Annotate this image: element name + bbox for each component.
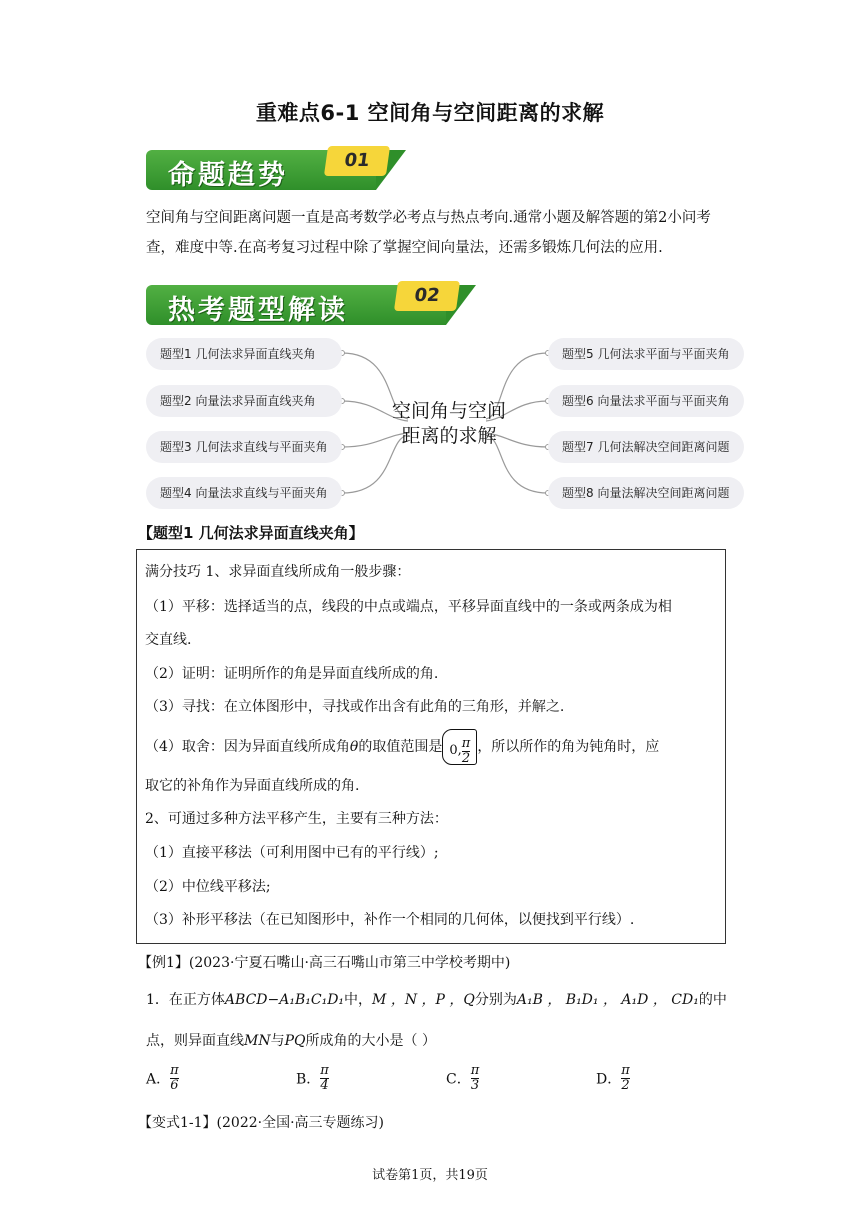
option-letter: D．	[596, 1071, 622, 1088]
q-text: 1．在正方体	[146, 992, 225, 1008]
q-text: 所成角的大小是（ ）	[305, 1033, 436, 1049]
example1-question-line2	[146, 1030, 436, 1050]
mind-map-node-type7: 题型7 几何法解决空间距离问题	[548, 431, 744, 463]
frac-num: π	[170, 1063, 179, 1078]
frac-den: 3	[470, 1078, 480, 1093]
tips-box	[136, 549, 726, 944]
mind-map-node-type1: 题型1 几何法求异面直线夹角	[146, 338, 342, 370]
frac-den: 2	[621, 1078, 630, 1093]
banner-hot-types	[146, 281, 476, 327]
tips-line: （2）中位线平移法;	[145, 879, 271, 895]
tips-line: 交直线.	[145, 632, 192, 648]
range-interval	[442, 729, 477, 765]
tips-line: 取它的补角作为异面直线所成的角.	[145, 778, 360, 794]
interval-left: 0,	[449, 743, 462, 758]
trend-paragraph: 空间角与空间距离问题一直是高考数学必考点与热点考向.通常小题及解答题的第2小问考查，难度中等.在高考复习过程中除了掌握空间向量法，还需多锻炼几何法的应用.	[146, 210, 711, 256]
mind-map-center-line2: 距离的求解	[401, 425, 497, 447]
q-text: 分别为	[474, 992, 517, 1008]
theta-symbol: θ	[349, 739, 359, 755]
q-text: 与	[270, 1033, 285, 1049]
banner-number: 01	[324, 146, 390, 176]
banner-trend	[146, 146, 406, 192]
mind-map-node-type2: 题型2 向量法求异面直线夹角	[146, 385, 342, 417]
option-d	[596, 1064, 630, 1093]
frac-den: 2	[461, 750, 471, 766]
tips-line: （1）平移：选择适当的点，线段的中点或端点，平移异面直线中的一条或两条成为相	[145, 599, 672, 615]
frac-num: π	[621, 1063, 630, 1078]
frac-num: π	[470, 1063, 480, 1078]
mind-map-node-type6: 题型6 向量法求平面与平面夹角	[548, 385, 744, 417]
tips-line: （3）寻找：在立体图形中，寻找或作出含有此角的三角形，并解之.	[145, 699, 565, 715]
tips-line: （2）证明：证明所作的角是异面直线所成的角.	[145, 666, 439, 682]
tips-text: 的取值范围是	[358, 739, 443, 755]
option-fraction	[320, 1064, 329, 1093]
option-fraction	[471, 1064, 480, 1093]
tips-line: 2、可通过多种方法平移产生，主要有三种方法：	[145, 811, 448, 827]
option-letter: A．	[146, 1071, 171, 1088]
mind-map-node-type3: 题型3 几何法求直线与平面夹角	[146, 431, 342, 463]
mind-map-node-type5: 题型5 几何法求平面与平面夹角	[548, 338, 744, 370]
option-letter: B．	[296, 1071, 321, 1088]
segments: A₁B ， B₁D₁ ， A₁D ， CD₁	[516, 992, 699, 1008]
mind-map-center-line1: 空间角与空间	[391, 400, 506, 422]
tips-text: （4）取舍：因为异面直线所成角	[145, 739, 350, 755]
frac-num: π	[461, 735, 471, 751]
line-pq: PQ	[284, 1033, 306, 1049]
option-b	[296, 1064, 329, 1093]
example1-label: 【例1】(2023·宁夏石嘴山·高三石嘴山市第三中学校考期中)	[138, 955, 511, 971]
mind-map-node-type8: 题型8 向量法解决空间距离问题	[548, 477, 744, 509]
tips-line-range	[145, 728, 720, 766]
q-text: 点，则异面直线	[146, 1033, 244, 1049]
frac-den: 4	[320, 1078, 329, 1093]
tips-line: 满分技巧 1、求异面直线所成角一般步骤：	[145, 564, 411, 580]
option-fraction	[621, 1064, 630, 1093]
tips-text: ，所以所作的角为钝角时，应	[477, 739, 660, 755]
frac-num: π	[320, 1063, 329, 1078]
q-text: 的中	[698, 992, 727, 1008]
page-title: 重难点6-1 空间角与空间距离的求解	[255, 101, 605, 125]
option-letter: C．	[446, 1071, 471, 1088]
tips-line: （1）直接平移法（可利用图中已有的平行线）;	[145, 845, 439, 861]
example1-question-line1	[146, 989, 727, 1009]
banner-number: 02	[394, 281, 460, 311]
cube-name: ABCD−A₁B₁C₁D₁	[224, 992, 345, 1008]
line-mn: MN	[244, 1033, 271, 1049]
variant-label: 【变式1-1】(2022·全国·高三专题练习)	[138, 1115, 384, 1131]
frac-den: 6	[170, 1078, 179, 1093]
mind-map-node-type4: 题型4 向量法求直线与平面夹角	[146, 477, 342, 509]
banner-label: 命题趋势	[168, 160, 288, 191]
mind-map	[146, 335, 744, 515]
mind-map-center	[364, 399, 534, 449]
pi-over-2	[462, 737, 471, 766]
tips-line: （3）补形平移法（在已知图形中，补作一个相同的几何体，以便找到平行线）.	[145, 912, 635, 928]
option-a	[146, 1064, 179, 1093]
banner-label: 热考题型解读	[168, 295, 348, 326]
type1-heading: 【题型1 几何法求异面直线夹角】	[138, 524, 364, 542]
page-footer: 试卷第1页，共19页	[372, 1168, 488, 1183]
q-text: 中，	[344, 992, 373, 1008]
option-c	[446, 1064, 479, 1093]
points: M ，N ，P ，Q	[372, 992, 475, 1008]
option-fraction	[170, 1064, 179, 1093]
